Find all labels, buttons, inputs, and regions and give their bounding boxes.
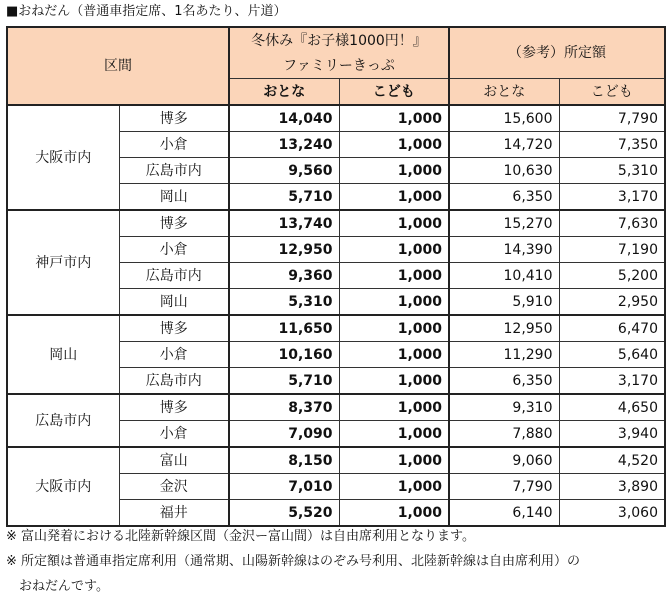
campaign-child-fare: 1,000 (339, 105, 449, 132)
campaign-child-fare: 1,000 (339, 315, 449, 342)
campaign-adult-fare: 12,950 (229, 237, 339, 263)
campaign-adult-fare: 14,040 (229, 105, 339, 132)
campaign-adult-fare: 13,240 (229, 132, 339, 158)
reference-adult-fare: 9,060 (449, 447, 559, 474)
campaign-child-fare: 1,000 (339, 237, 449, 263)
table-row (7, 210, 665, 237)
destination-cell: 福井 (119, 500, 229, 527)
destination-cell: 広島市内 (119, 368, 229, 395)
page-title: ■おねだん（普通車指定席、1名あたり、片道） (6, 4, 287, 19)
destination-cell: 広島市内 (119, 158, 229, 184)
destination-cell: 金沢 (119, 474, 229, 500)
destination-cell: 博多 (119, 105, 229, 132)
campaign-child-fare: 1,000 (339, 500, 449, 527)
reference-adult-fare: 15,600 (449, 105, 559, 132)
campaign-child-fare: 1,000 (339, 394, 449, 421)
table-row (7, 105, 665, 132)
destination-cell: 小倉 (119, 421, 229, 448)
campaign-adult-fare: 11,650 (229, 315, 339, 342)
reference-child-fare: 3,060 (559, 500, 665, 527)
reference-adult-fare: 7,790 (449, 474, 559, 500)
reference-adult-fare: 6,350 (449, 368, 559, 395)
destination-cell: 小倉 (119, 237, 229, 263)
campaign-adult-header: おとな (229, 79, 339, 106)
reference-child-header: こども (559, 79, 665, 106)
reference-child-fare: 7,630 (559, 210, 665, 237)
campaign-adult-fare: 5,520 (229, 500, 339, 527)
reference-child-fare: 3,940 (559, 421, 665, 448)
reference-child-fare: 7,350 (559, 132, 665, 158)
note-line: ※ 所定額は普通車指定席利用（通常期、山陽新幹線はのぞみ号利用、北陸新幹線は自由席利用）の (6, 554, 581, 569)
reference-child-fare: 2,950 (559, 289, 665, 316)
reference-child-fare: 5,640 (559, 342, 665, 368)
campaign-adult-fare: 13,740 (229, 210, 339, 237)
campaign-child-header: こども (339, 79, 449, 106)
campaign-child-fare: 1,000 (339, 368, 449, 395)
reference-adult-fare: 14,720 (449, 132, 559, 158)
reference-child-fare: 3,170 (559, 368, 665, 395)
reference-adult-fare: 6,140 (449, 500, 559, 527)
reference-adult-fare: 11,290 (449, 342, 559, 368)
campaign-child-fare: 1,000 (339, 289, 449, 316)
campaign-child-fare: 1,000 (339, 474, 449, 500)
notes (6, 524, 666, 599)
reference-adult-fare: 10,630 (449, 158, 559, 184)
origin-cell: 大阪市内 (7, 105, 119, 210)
campaign-child-fare: 1,000 (339, 342, 449, 368)
reference-adult-header: おとな (449, 79, 559, 106)
destination-cell: 岡山 (119, 289, 229, 316)
reference-adult-fare: 5,910 (449, 289, 559, 316)
fare-table-body (7, 105, 665, 526)
campaign-child-fare: 1,000 (339, 184, 449, 211)
campaign-adult-fare: 10,160 (229, 342, 339, 368)
destination-cell: 富山 (119, 447, 229, 474)
origin-cell: 神戸市内 (7, 210, 119, 315)
note-line: おねだんです。 (6, 579, 109, 594)
reference-adult-fare: 14,390 (449, 237, 559, 263)
reference-child-fare: 3,170 (559, 184, 665, 211)
destination-cell: 広島市内 (119, 263, 229, 289)
campaign-adult-fare: 9,360 (229, 263, 339, 289)
origin-cell: 岡山 (7, 315, 119, 394)
campaign-child-fare: 1,000 (339, 421, 449, 448)
reference-adult-fare: 12,950 (449, 315, 559, 342)
reference-child-fare: 3,890 (559, 474, 665, 500)
reference-adult-fare: 6,350 (449, 184, 559, 211)
campaign-adult-fare: 5,310 (229, 289, 339, 316)
reference-child-fare: 4,650 (559, 394, 665, 421)
destination-cell: 岡山 (119, 184, 229, 211)
campaign-adult-fare: 7,090 (229, 421, 339, 448)
campaign-child-fare: 1,000 (339, 132, 449, 158)
table-row (7, 315, 665, 342)
destination-cell: 小倉 (119, 132, 229, 158)
reference-adult-fare: 10,410 (449, 263, 559, 289)
destination-cell: 博多 (119, 394, 229, 421)
reference-child-fare: 5,310 (559, 158, 665, 184)
campaign-adult-fare: 5,710 (229, 184, 339, 211)
campaign-adult-fare: 9,560 (229, 158, 339, 184)
campaign-adult-fare: 8,370 (229, 394, 339, 421)
campaign-adult-fare: 5,710 (229, 368, 339, 395)
table-row (7, 447, 665, 474)
campaign-child-fare: 1,000 (339, 263, 449, 289)
note-line: ※ 富山発着における北陸新幹線区間（金沢ー富山間）は自由席利用となります。 (6, 529, 475, 544)
campaign-adult-fare: 8,150 (229, 447, 339, 474)
reference-adult-fare: 7,880 (449, 421, 559, 448)
reference-child-fare: 5,200 (559, 263, 665, 289)
reference-child-fare: 7,790 (559, 105, 665, 132)
reference-adult-fare: 15,270 (449, 210, 559, 237)
reference-adult-fare: 9,310 (449, 394, 559, 421)
fare-table (6, 26, 666, 527)
section-header: 区間 (7, 27, 229, 105)
campaign-child-fare: 1,000 (339, 447, 449, 474)
reference-child-fare: 4,520 (559, 447, 665, 474)
campaign-child-fare: 1,000 (339, 158, 449, 184)
reference-child-fare: 7,190 (559, 237, 665, 263)
campaign-header-line2: ファミリーきっぷ (229, 53, 449, 79)
reference-child-fare: 6,470 (559, 315, 665, 342)
campaign-adult-fare: 7,010 (229, 474, 339, 500)
destination-cell: 博多 (119, 315, 229, 342)
origin-cell: 大阪市内 (7, 447, 119, 526)
table-row (7, 394, 665, 421)
campaign-header-line1: 冬休み『お子様1000円！』 (229, 27, 449, 53)
reference-header: （参考）所定額 (449, 27, 665, 79)
destination-cell: 小倉 (119, 342, 229, 368)
campaign-child-fare: 1,000 (339, 210, 449, 237)
destination-cell: 博多 (119, 210, 229, 237)
origin-cell: 広島市内 (7, 394, 119, 447)
